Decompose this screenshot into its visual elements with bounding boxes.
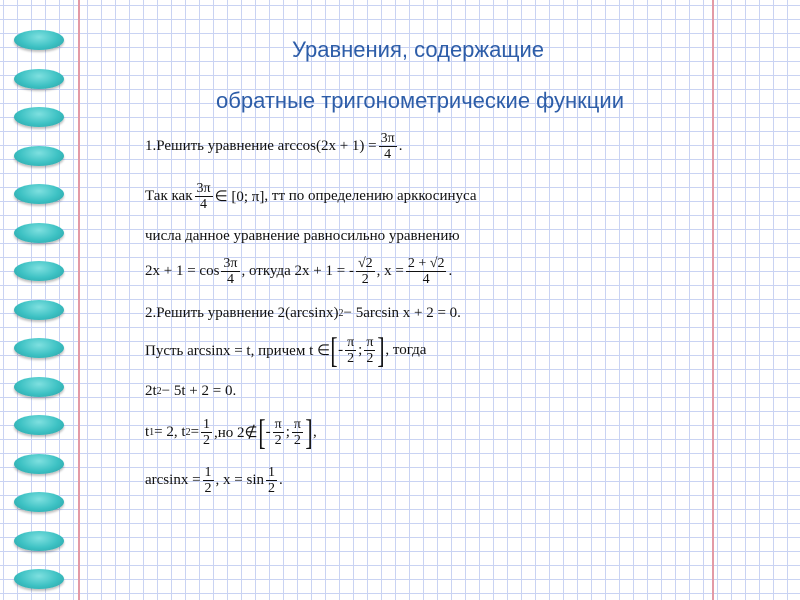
fraction-one-half	[266, 465, 277, 496]
fraction-denominator: 4	[200, 197, 208, 212]
fraction-pi-2	[273, 417, 284, 448]
fraction-numerator: 3π	[196, 181, 211, 196]
fraction-3pi-4	[221, 256, 239, 287]
roots-t1-value: = 2, t	[154, 423, 186, 440]
binder-ring	[14, 300, 64, 320]
quadratic-rest: − 5t + 2 = 0.	[161, 383, 237, 399]
binder-ring	[14, 184, 64, 204]
slide-title-line2: обратные тригонометрические функции	[216, 88, 624, 113]
binder-ring	[14, 338, 64, 358]
roots-separator: ;	[285, 423, 290, 440]
reason-line2	[145, 228, 460, 245]
fraction-numerator: 2 + √2	[407, 256, 445, 271]
fraction-one-half	[203, 465, 214, 496]
problem1-end: .	[398, 138, 403, 154]
roots-t2-subscript: 2	[185, 426, 191, 438]
eq-cos-part1: 2x + 1 = cos	[145, 263, 220, 279]
fraction-pi-2	[292, 417, 303, 448]
quadratic-lead: 2t	[145, 383, 157, 399]
problem2-line	[145, 305, 461, 322]
reason-line1	[145, 181, 477, 212]
fraction-numerator: 3π	[380, 131, 395, 146]
problem1-statement: 1.Решить уравнение arccos(2x + 1) =	[145, 138, 377, 154]
roots-t2-equals: =	[190, 423, 200, 440]
fraction-denominator: 2	[268, 481, 275, 496]
substitution-suffix: , тогда	[385, 341, 427, 358]
fraction-denominator: 4	[384, 147, 392, 162]
fraction-denominator: 4	[226, 272, 234, 287]
substitution-prefix: Пусть arcsinx = t, причем t ∈	[145, 342, 331, 359]
roots-line	[145, 414, 317, 450]
binder-ring	[14, 415, 64, 435]
problem2-superscript: 2	[338, 308, 344, 319]
substitution-line	[145, 332, 426, 368]
fraction-pi-2	[345, 335, 356, 366]
reason-prefix: Так как	[145, 188, 193, 204]
binder-ring	[14, 492, 64, 512]
binder-ring	[14, 107, 64, 127]
bracket-left: [	[330, 330, 338, 370]
quadratic-line	[145, 383, 236, 400]
binder-ring	[14, 146, 64, 166]
margin-line-left	[78, 0, 80, 600]
answer-line	[145, 465, 283, 496]
fraction-numerator: π	[347, 334, 355, 350]
reason-line2-text: числа данное уравнение равносильно уравнению	[145, 228, 460, 244]
fraction-3pi-4	[195, 181, 213, 212]
bracket-right: ]	[305, 412, 313, 452]
fraction-numerator: √2	[357, 256, 373, 271]
binder-ring	[14, 531, 64, 551]
fraction-denominator: 2	[293, 432, 301, 448]
problem1-line	[145, 131, 402, 162]
problem2-rest: − 5arcsin x + 2 = 0.	[343, 305, 461, 321]
roots-end: ,	[312, 423, 317, 440]
fraction-denominator: 2	[204, 481, 212, 496]
roots-but: ,но 2∉	[214, 424, 258, 441]
fraction-denominator: 2	[203, 432, 211, 448]
roots-t1: t	[145, 423, 150, 440]
quadratic-superscript: 2	[156, 386, 162, 397]
binder-ring	[14, 30, 64, 50]
fraction-one-half	[201, 417, 212, 448]
fraction-numerator: π	[274, 416, 282, 432]
binder-ring	[14, 261, 64, 281]
eq-cos-part3: , x =	[376, 263, 404, 279]
fraction-numerator: 1	[203, 416, 211, 432]
bracket-left: [	[258, 412, 266, 452]
fraction-denominator: 2	[361, 272, 369, 287]
fraction-sqrt2-2	[356, 256, 375, 287]
answer-mid: , x = sin	[215, 472, 264, 488]
problem2-statement: 2.Решить уравнение 2(arcsinx)	[145, 305, 339, 321]
fraction-3pi-4	[379, 131, 397, 162]
fraction-numerator: 1	[204, 465, 212, 480]
reason-interval: ∈ [0; π]	[214, 189, 265, 205]
substitution-separator: ;	[358, 341, 363, 358]
binder-ring	[14, 223, 64, 243]
fraction-numerator: 1	[268, 465, 275, 480]
binder-rings	[10, 0, 70, 600]
reason-suffix: , тт по определению арккосинуса	[264, 188, 477, 204]
fraction-denominator: 4	[422, 272, 430, 287]
eq-cos-part2: , откуда 2x + 1 = -	[241, 263, 354, 279]
bracket-right: ]	[377, 330, 385, 370]
fraction-pi-2	[364, 335, 375, 366]
answer-prefix: arcsinx =	[145, 472, 201, 488]
fraction-denominator: 2	[347, 350, 355, 366]
binder-ring	[14, 569, 64, 589]
fraction-x-solution	[406, 256, 447, 287]
fraction-denominator: 2	[366, 350, 374, 366]
eq-cos-end: .	[448, 263, 453, 279]
roots-minus: -	[265, 423, 271, 440]
fraction-numerator: π	[366, 334, 374, 350]
fraction-numerator: 3π	[223, 256, 238, 271]
fraction-numerator: π	[293, 416, 301, 432]
fraction-denominator: 2	[274, 432, 282, 448]
binder-ring	[14, 377, 64, 397]
binder-ring	[14, 454, 64, 474]
answer-end: .	[279, 472, 283, 488]
substitution-minus: -	[338, 341, 344, 358]
binder-ring	[14, 69, 64, 89]
roots-t1-subscript: 1	[149, 426, 155, 438]
slide-title-line1: Уравнения, содержащие	[292, 37, 544, 62]
eq-cos-line	[145, 256, 452, 287]
